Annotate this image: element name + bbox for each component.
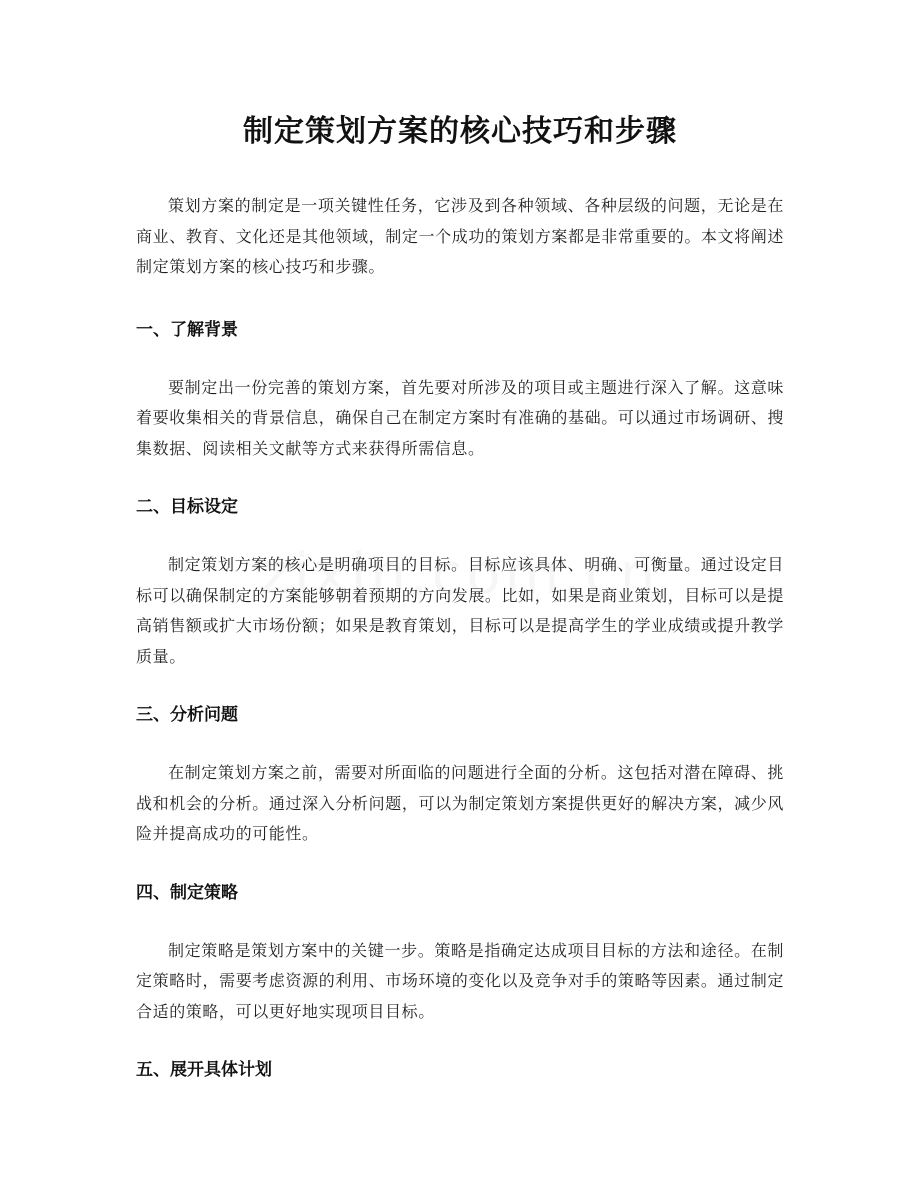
section-heading-background: 一、了解背景 xyxy=(136,319,238,340)
section-body-analysis: 在制定策划方案之前，需要对所面临的问题进行全面的分析。这包括对潜在障碍、挑战和机会的分析。通过深入分析问题，可以为制定策划方案提供更好的解决方案，减少风险并提高成功的可能性。 xyxy=(136,763,784,843)
document-title: 制定策划方案的核心技巧和步骤 xyxy=(243,114,677,149)
section-body-strategy: 制定策略是策划方案中的关键一步。策略是指确定达成项目目标的方法和途径。在制定策略时，需要考虑资源的利用、市场环境的变化以及竞争对手的策略等因素。通过制定合适的策略，可以更好地实现项目目标。 xyxy=(136,940,784,1021)
section-heading-goals: 二、目标设定 xyxy=(136,497,238,517)
section-heading-analysis: 三、分析问题 xyxy=(136,705,238,725)
section-body-background: 要制定出一份完善的策划方案，首先要对所涉及的项目或主题进行深入了解。这意味着要收集相关的背景信息，确保自己在制定方案时有准确的基础。可以通过市场调研、搜集数据、阅读相关文献等方式来获得所需信息。 xyxy=(136,377,784,458)
section-heading-plan: 五、展开具体计划 xyxy=(136,1060,272,1080)
section-body-goals: 制定策划方案的核心是明确项目的目标。目标应该具体、明确、可衡量。通过设定目标可以确保制定的方案能够朝着预期的方向发展。比如，如果是商业策划，目标可以是提高销售额或扩大市场份额；如果是教育策划，目标可以是提高学生的学业成绩或提升教学质量。 xyxy=(136,555,784,666)
section-heading-strategy: 四、制定策略 xyxy=(136,882,238,903)
intro-paragraph: 策划方案的制定是一项关键性任务，它涉及到各种领域、各种层级的问题，无论是在商业、教育、文化还是其他领域，制定一个成功的策划方案都是非常重要的。本文将阐述制定策划方案的核心技巧和步骤。 xyxy=(136,196,784,276)
